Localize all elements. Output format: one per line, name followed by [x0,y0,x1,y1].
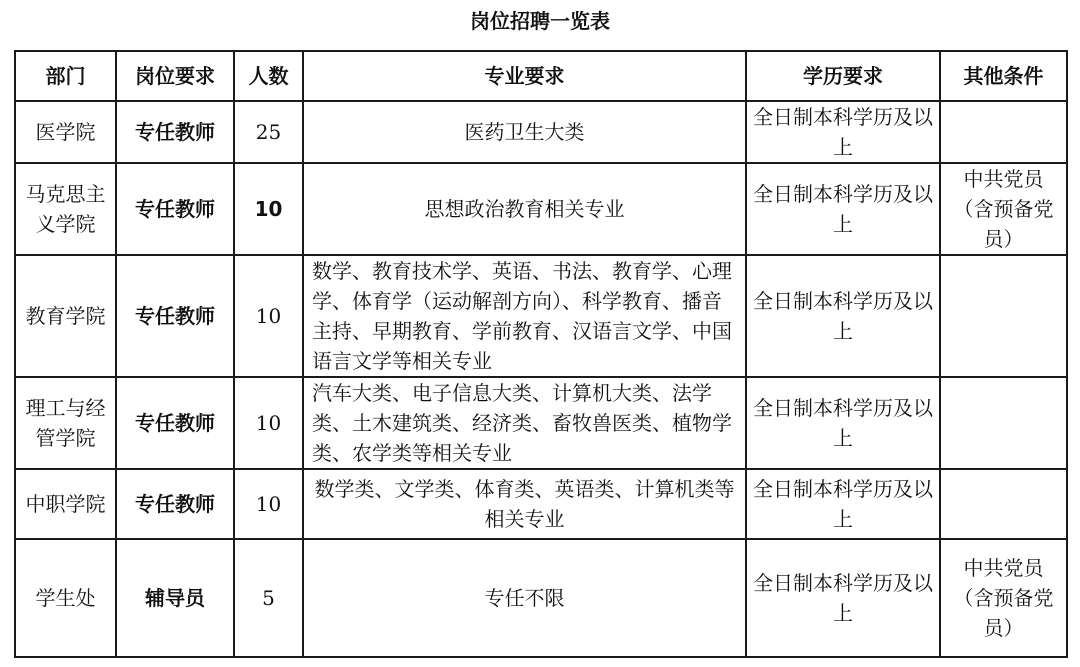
cell-dept: 医学院 [15,101,116,163]
cell-dept: 教育学院 [15,255,116,377]
table-row [15,469,1067,539]
cell-other: 中共党员（含预备党员） [940,539,1067,657]
cell-count: 10 [234,255,303,377]
header-other: 其他条件 [940,51,1067,101]
table-row [15,377,1067,469]
cell-dept: 马克思主义学院 [15,163,116,255]
table-row [15,101,1067,163]
cell-education: 全日制本科学历及以上 [746,255,940,377]
cell-other: 中共党员（含预备党员） [940,163,1067,255]
header-position: 岗位要求 [116,51,234,101]
cell-other [940,469,1067,539]
table-row [15,163,1067,255]
recruitment-table [14,50,1068,658]
cell-position: 专任教师 [116,377,234,469]
cell-count: 10 [234,377,303,469]
cell-position: 专任教师 [116,255,234,377]
header-count: 人数 [234,51,303,101]
cell-other [940,101,1067,163]
cell-education: 全日制本科学历及以上 [746,377,940,469]
cell-education: 全日制本科学历及以上 [746,469,940,539]
cell-major: 数学、教育技术学、英语、书法、教育学、心理学、体育学（运动解剖方向）、科学教育、播音主持、早期教育、学前教育、汉语言文学、中国语言文学等相关专业 [303,255,746,377]
cell-other [940,377,1067,469]
cell-other [940,255,1067,377]
cell-education: 全日制本科学历及以上 [746,101,940,163]
cell-major: 医药卫生大类 [303,101,746,163]
cell-position: 专任教师 [116,101,234,163]
cell-position: 专任教师 [116,163,234,255]
header-dept: 部门 [15,51,116,101]
header-major: 专业要求 [303,51,746,101]
cell-count: 10 [234,469,303,539]
cell-major: 汽车大类、电子信息大类、计算机大类、法学类、土木建筑类、经济类、畜牧兽医类、植物学类、农学类等相关专业 [303,377,746,469]
cell-count: 5 [234,539,303,657]
cell-education: 全日制本科学历及以上 [746,163,940,255]
cell-dept: 理工与经管学院 [15,377,116,469]
table-row [15,255,1067,377]
cell-major: 数学类、文学类、体育类、英语类、计算机类等相关专业 [303,469,746,539]
cell-position: 专任教师 [116,469,234,539]
page-title: 岗位招聘一览表 [470,9,610,33]
cell-major: 专任不限 [303,539,746,657]
cell-position: 辅导员 [116,539,234,657]
cell-count: 25 [234,101,303,163]
header-education: 学历要求 [746,51,940,101]
cell-education: 全日制本科学历及以上 [746,539,940,657]
cell-dept: 学生处 [15,539,116,657]
cell-dept: 中职学院 [15,469,116,539]
table-header-row [15,51,1067,101]
table-row [15,539,1067,657]
cell-count: 10 [234,163,303,255]
cell-major: 思想政治教育相关专业 [303,163,746,255]
